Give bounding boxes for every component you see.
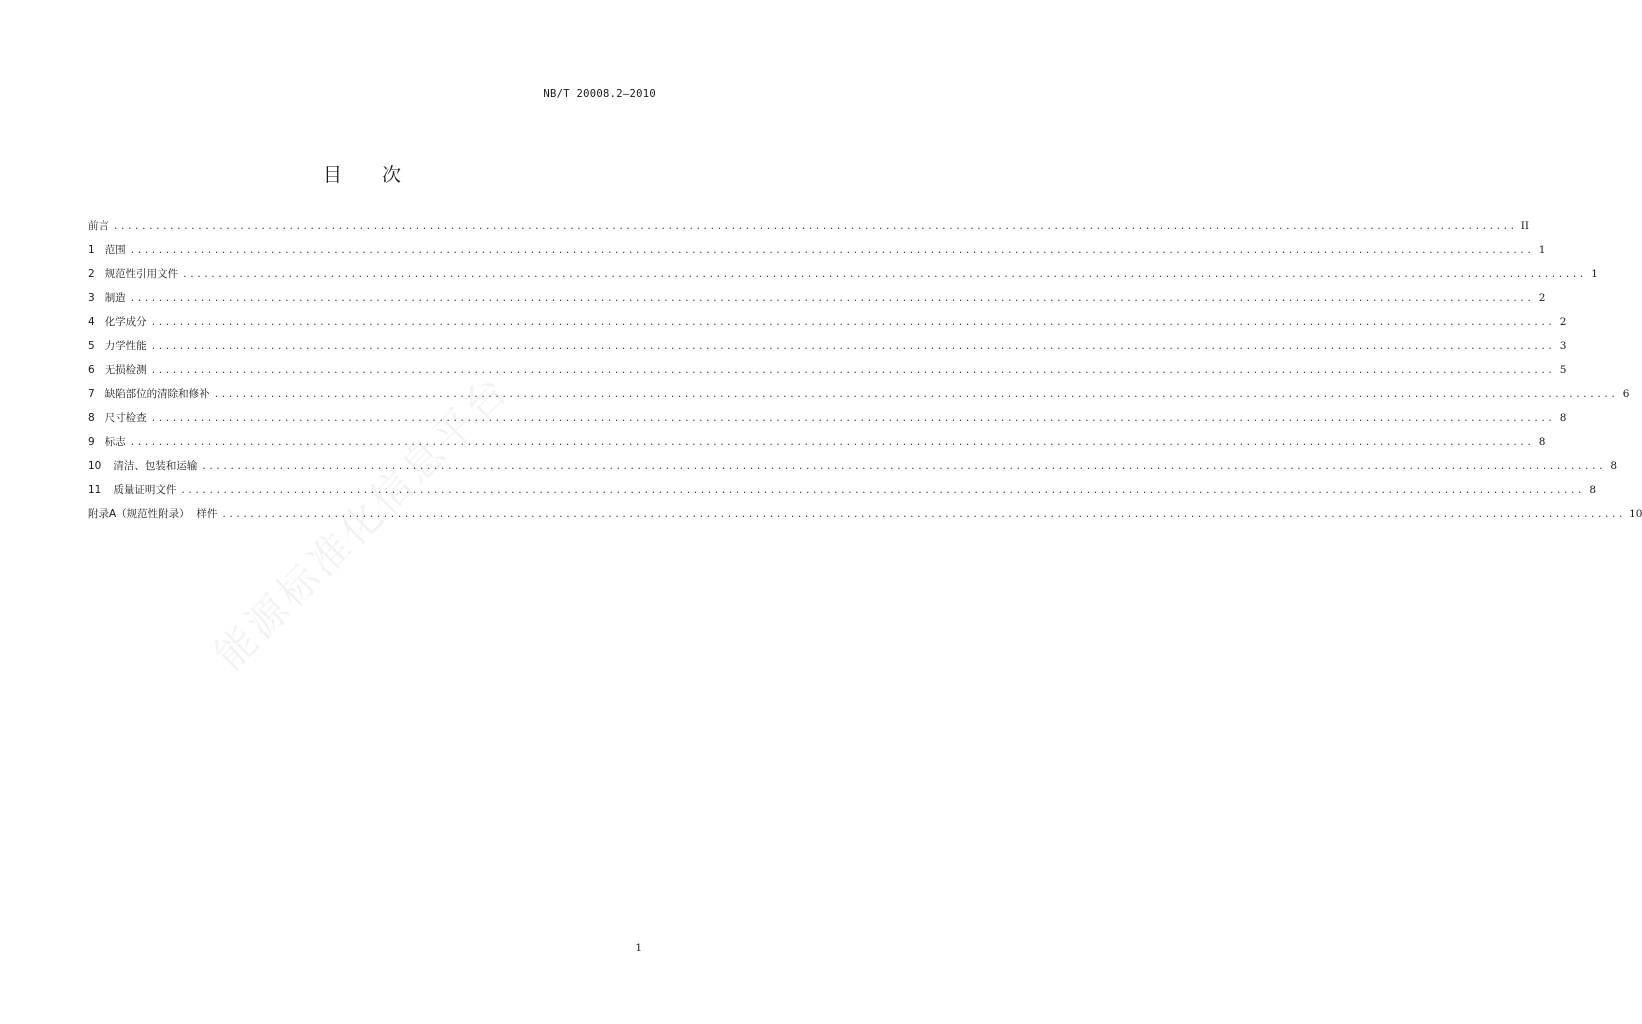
toc-entry-page: 1 xyxy=(1538,244,1546,256)
toc-entry[interactable] xyxy=(88,219,1529,243)
toc-entry-number: 3 xyxy=(88,292,95,304)
toc-leader-dots: ........................................................................................................................................................................................................ xyxy=(129,294,1534,304)
toc-entry-title: 尺寸检查 xyxy=(104,412,147,424)
toc-leader-dots: ........................................................................................................................................................................................................ xyxy=(180,486,1585,496)
toc-entry[interactable] xyxy=(88,483,1597,507)
toc-leader-dots: ........................................................................................................................................................................................................ xyxy=(113,222,1517,232)
toc-entry-page: 2 xyxy=(1538,292,1546,304)
title-char-1: 目 xyxy=(322,164,342,186)
watermark: 能源标准化信息平台 xyxy=(206,366,519,679)
toc-entry-number: 9 xyxy=(88,436,95,448)
toc-entry[interactable] xyxy=(88,315,1567,339)
toc-entry-title: 范围 xyxy=(104,244,126,256)
toc-entry-page: 8 xyxy=(1610,460,1618,472)
toc-entry-page: II xyxy=(1520,220,1529,232)
toc-entry-title: 无损检测 xyxy=(104,364,147,376)
toc-entry-title: 规范性引用文件 xyxy=(104,268,179,280)
toc-entry[interactable] xyxy=(88,459,1618,483)
toc-entry-page: 6 xyxy=(1622,388,1630,400)
toc-entry[interactable] xyxy=(88,243,1546,267)
toc-entry-number: 5 xyxy=(88,340,95,352)
toc-leader-dots: ........................................................................................................................................................................................................ xyxy=(182,270,1586,280)
toc-leader-dots: ........................................................................................................................................................................................................ xyxy=(150,414,1555,424)
toc-leader-dots: ........................................................................................................................................................................................................ xyxy=(150,342,1555,352)
toc-entry[interactable] xyxy=(88,291,1546,315)
toc-leader-dots: ........................................................................................................................................................................................................ xyxy=(201,462,1606,472)
page-number: 1 xyxy=(635,942,642,954)
toc-entry[interactable] xyxy=(88,267,1598,291)
toc-leader-dots: ........................................................................................................................................................................................................ xyxy=(129,438,1534,448)
toc-leader-dots: ........................................................................................................................................................................................................ xyxy=(213,390,1618,400)
page-title xyxy=(0,160,724,187)
toc-entry-page: 5 xyxy=(1559,364,1567,376)
toc-entry[interactable] xyxy=(88,435,1546,459)
toc-entry-page: 10 xyxy=(1629,508,1642,520)
toc-entry-title: 制造 xyxy=(104,292,126,304)
toc-entry-number: 4 xyxy=(88,316,95,328)
toc-entry-number: 8 xyxy=(88,412,95,424)
toc-entry-number: 7 xyxy=(88,388,95,400)
toc-entry-page: 3 xyxy=(1559,340,1567,352)
toc-entry-title: 化学成分 xyxy=(104,316,147,328)
table-of-contents xyxy=(88,219,1642,531)
standard-code: NB/T 20008.2—2010 xyxy=(543,88,656,100)
toc-entry-page: 8 xyxy=(1538,436,1546,448)
toc-entry[interactable] xyxy=(88,411,1567,435)
toc-entry-title: 前言 xyxy=(88,220,109,232)
toc-entry[interactable] xyxy=(88,387,1630,411)
toc-entry-number: 11 xyxy=(88,484,102,496)
toc-entry[interactable] xyxy=(88,363,1567,387)
toc-entry-title: 附录A（规范性附录） 样件 xyxy=(88,508,218,520)
title-char-2: 次 xyxy=(382,164,402,186)
toc-entry-number: 10 xyxy=(88,460,102,472)
toc-entry-page: 2 xyxy=(1559,316,1567,328)
toc-leader-dots: ........................................................................................................................................................................................................ xyxy=(150,318,1555,328)
toc-leader-dots: ........................................................................................................................................................................................................ xyxy=(221,510,1626,520)
toc-entry-title: 清洁、包装和运输 xyxy=(113,460,198,472)
toc-entry-title: 缺陷部位的清除和修补 xyxy=(104,388,210,400)
toc-entry-page: 1 xyxy=(1591,268,1598,280)
toc-leader-dots: ........................................................................................................................................................................................................ xyxy=(150,366,1555,376)
toc-entry-title: 标志 xyxy=(104,436,126,448)
toc-entry-page: 8 xyxy=(1589,484,1597,496)
toc-entry-number: 2 xyxy=(88,268,95,280)
toc-entry-number: 1 xyxy=(88,244,95,256)
toc-leader-dots: ........................................................................................................................................................................................................ xyxy=(129,246,1534,256)
toc-entry[interactable] xyxy=(88,339,1567,363)
toc-entry-page: 8 xyxy=(1559,412,1567,424)
toc-entry-title: 质量证明文件 xyxy=(113,484,177,496)
toc-entry[interactable] xyxy=(88,507,1642,531)
toc-entry-number: 6 xyxy=(88,364,95,376)
toc-entry-title: 力学性能 xyxy=(104,340,147,352)
